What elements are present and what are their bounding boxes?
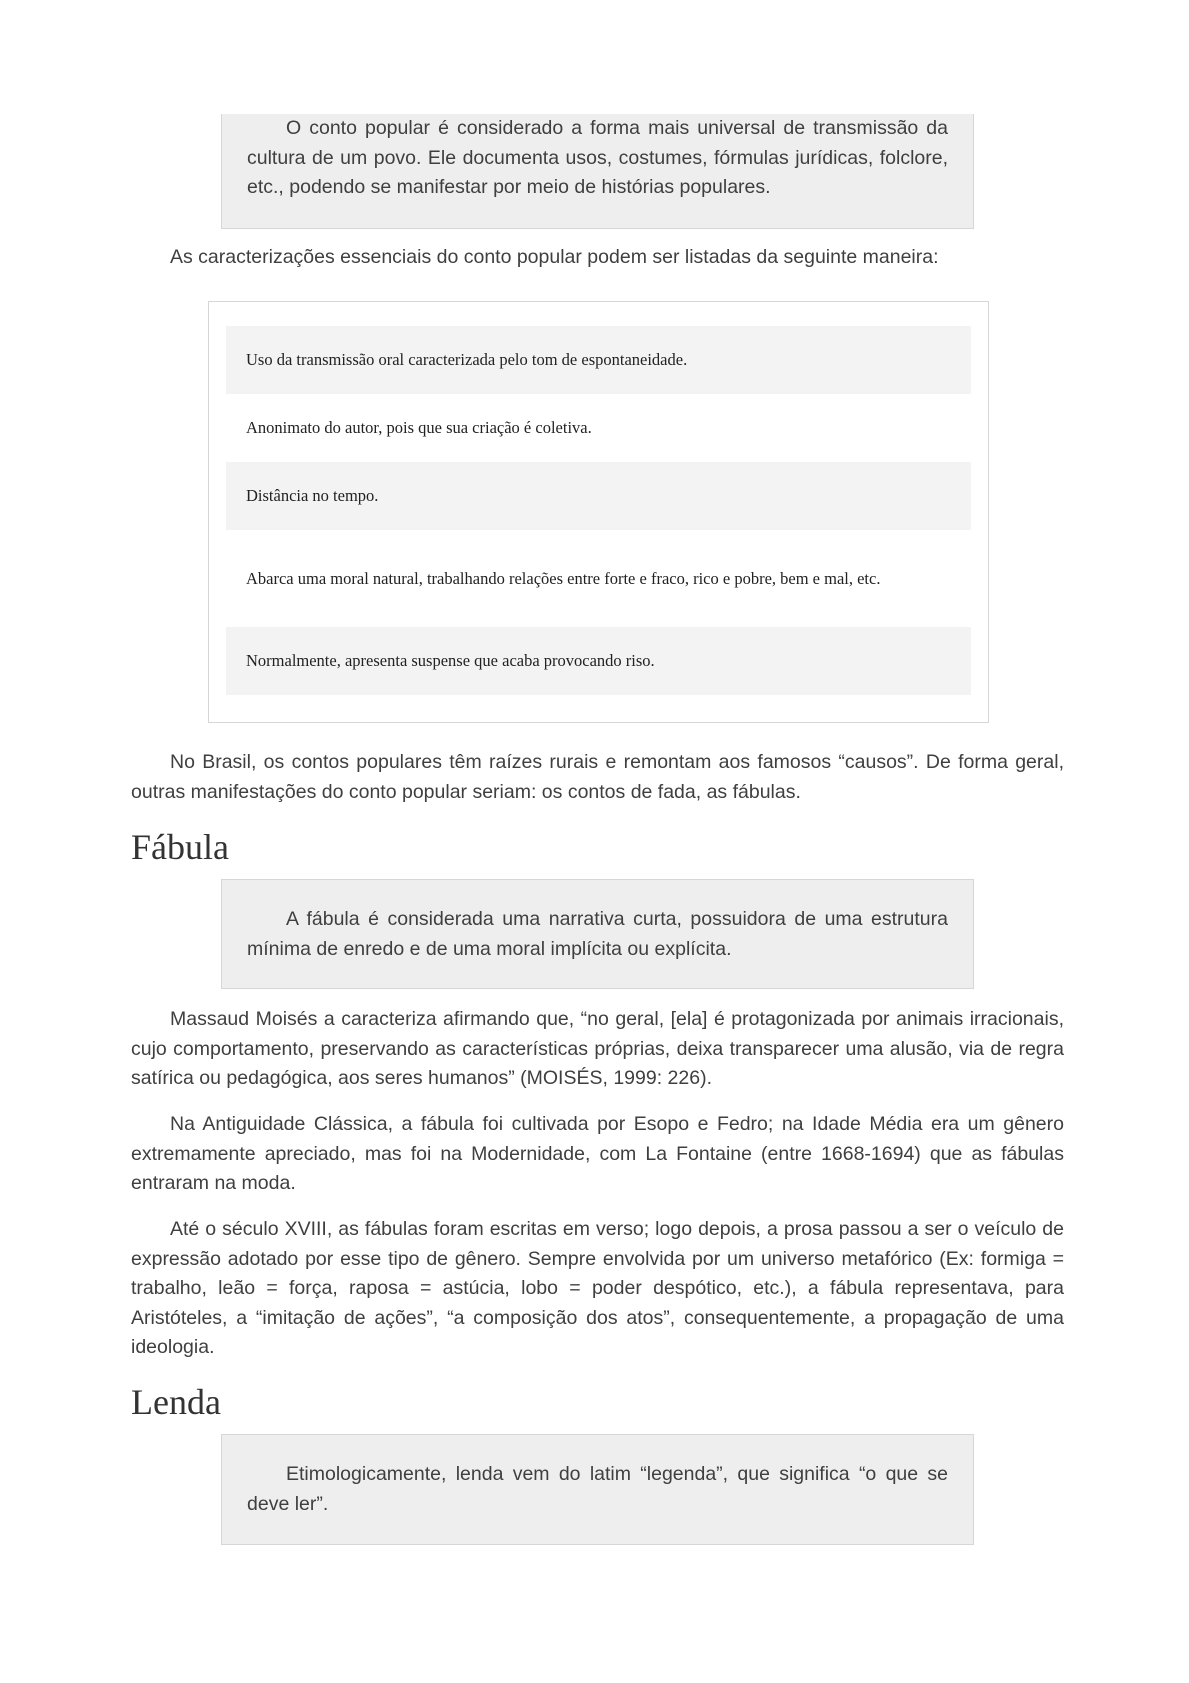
- blockquote-conto-popular: O conto popular é considerado a forma mais universal de transmissão da cultura de um povo. Ele documenta usos, costumes, fórmulas jurídicas, folclore, etc., podendo se manifestar por meio de histórias populares.: [221, 114, 974, 229]
- heading-lenda: Lenda: [131, 1382, 221, 1422]
- list-item: Normalmente, apresenta suspense que acaba provocando riso.: [226, 627, 971, 695]
- intro-paragraph: As caracterizações essenciais do conto popular podem ser listadas da seguinte maneira:: [170, 246, 939, 268]
- paragraph-moises: Massaud Moisés a caracteriza afirmando que, “no geral, [ela] é protagonizada por animais irracionais, cujo comportamento, preservando as características próprias, deixa transparecer uma alusão, via de regra satírica ou pedagógica, aos seres humanos” (MOISÉS, 1999: 226).: [131, 1008, 1064, 1089]
- paragraph-seculo-xviii: Até o século XVIII, as fábulas foram escritas em verso; logo depois, a prosa passou a ser o veículo de expressão adotado por esse tipo de gênero. Sempre envolvida por um universo metafórico (Ex: formiga = trabalho, leão = força, raposa = astúcia, lobo = poder despótico, etc.), a fábula representava, para Aristóteles, a “imitação de ações”, “a composição dos atos”, consequentemente, a propagação de uma ideologia.: [131, 1218, 1064, 1358]
- list-item: Uso da transmissão oral caracterizada pelo tom de espontaneidade.: [226, 326, 971, 394]
- blockquote-lenda: Etimologicamente, lenda vem do latim “legenda”, que significa “o que se deve ler”.: [221, 1434, 974, 1545]
- brasil-paragraph: No Brasil, os contos populares têm raízes rurais e remontam aos famosos “causos”. De forma geral, outras manifestações do conto popular seriam: os contos de fada, as fábulas.: [131, 751, 1064, 803]
- list-item: Anonimato do autor, pois que sua criação é coletiva.: [246, 418, 592, 437]
- characteristics-list: [208, 301, 989, 723]
- list-item: Distância no tempo.: [226, 462, 971, 530]
- paragraph-antiguidade: Na Antiguidade Clássica, a fábula foi cultivada por Esopo e Fedro; na Idade Média era um gênero extremamente apreciado, mas foi na Modernidade, com La Fontaine (entre 1668-1694) que as fábulas entraram na moda.: [131, 1113, 1064, 1194]
- blockquote-fabula: A fábula é considerada uma narrativa curta, possuidora de uma estrutura mínima de enredo e de uma moral implícita ou explícita.: [221, 879, 974, 989]
- list-item: Abarca uma moral natural, trabalhando relações entre forte e fraco, rico e pobre, bem e mal, etc.: [246, 568, 881, 588]
- heading-fabula: Fábula: [131, 827, 229, 867]
